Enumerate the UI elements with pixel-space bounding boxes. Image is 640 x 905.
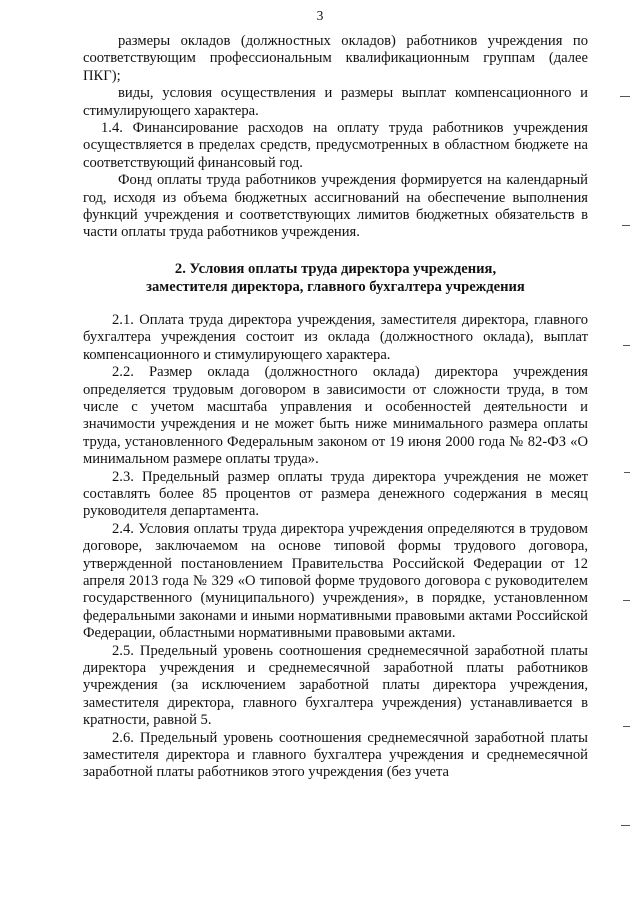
paragraph-payment-types: виды, условия осуществления и размеры выплат компенсационного и стимулирующего характера.: [83, 85, 588, 119]
section-2-heading-line-1: 2. Условия оплаты труда директора учреждения,: [174, 260, 497, 277]
paragraph-2-3: 2.3. Предельный размер оплаты труда директора учреждения не может составлять более 85 процентов от размера денежного содержания в месяц руководителя департамента.: [83, 468, 588, 520]
paragraph-2-1: 2.1. Оплата труда директора учреждения, заместителя директора, главного бухгалтера учреждения состоит из оклада (должностного оклада), выплат компенсационного и стимулирующего характера.: [83, 311, 588, 363]
paragraph-2-5: 2.5. Предельный уровень соотношения среднемесячной заработной платы директора учреждения и среднемесячной заработной платы работников учреждения (за исключением заработной платы директора учреждения, заместителя директора, главного бухгалтера учреждения) устанавливается в кратности, равной 5.: [83, 642, 588, 729]
scan-margin-mark: [623, 345, 630, 346]
page-number: 3: [316, 8, 324, 23]
paragraph-wage-fund: Фонд оплаты труда работников учреждения формируется на календарный год, исходя из объема бюджетных ассигнований на обеспечение выполнения функций учреждения и соответствующих лимитов бюджетных обязательств в части оплаты труда работников учреждения.: [83, 172, 588, 241]
scan-margin-mark: [622, 225, 630, 226]
scan-margin-mark: [620, 96, 630, 97]
paragraph-1-4: 1.4. Финансирование расходов на оплату труда работников учреждения осуществляется в пределах средств, предусмотренных в областном бюджете на соответствующий финансовый год.: [83, 120, 588, 171]
paragraph-2-4: 2.4. Условия оплаты труда директора учреждения определяются в трудовом договоре, заключаемом на основе типовой формы трудового договора, утвержденной постановлением Правительства Российской Федерации от 12 апреля 2013 года № 329 «О типовой форме трудового договора с руководителем государственного (муниципального) учреждения», в порядке, установленном федеральными законами и иными нормативными правовыми актами Российской Федерации, областными нормативными правовыми актами.: [83, 520, 588, 642]
paragraph-2-2: 2.2. Размер оклада (должностного оклада) директора учреждения определяется трудовым договором в зависимости от сложности труда, в том числе с учетом масштаба управления и особенностей деятельности и значимости учреждения и не может быть ниже минимального размера оплаты труда, установленного Федеральным законом от 19 июня 2000 года № 82-ФЗ «О минимальном размере оплаты труда».: [83, 364, 588, 468]
section-2-heading: [83, 260, 588, 296]
document-body: [83, 33, 588, 782]
paragraph-2-6: 2.6. Предельный уровень соотношения среднемесячной заработной платы заместителя директора и главного бухгалтера учреждения и среднемесячной заработной платы работников этого учреждения (без учета: [83, 729, 588, 781]
scan-margin-mark: [623, 600, 630, 601]
section-2-heading-line-2: заместителя директора, главного бухгалтера учреждения: [146, 278, 525, 295]
paragraph-pkg-salaries: размеры окладов (должностных окладов) работников учреждения по соответствующим профессиональным квалификационным группам (далее ПКГ);: [83, 33, 588, 84]
scan-margin-mark: [624, 472, 630, 473]
scan-margin-mark: [623, 726, 630, 727]
scan-margin-mark: [621, 825, 630, 826]
